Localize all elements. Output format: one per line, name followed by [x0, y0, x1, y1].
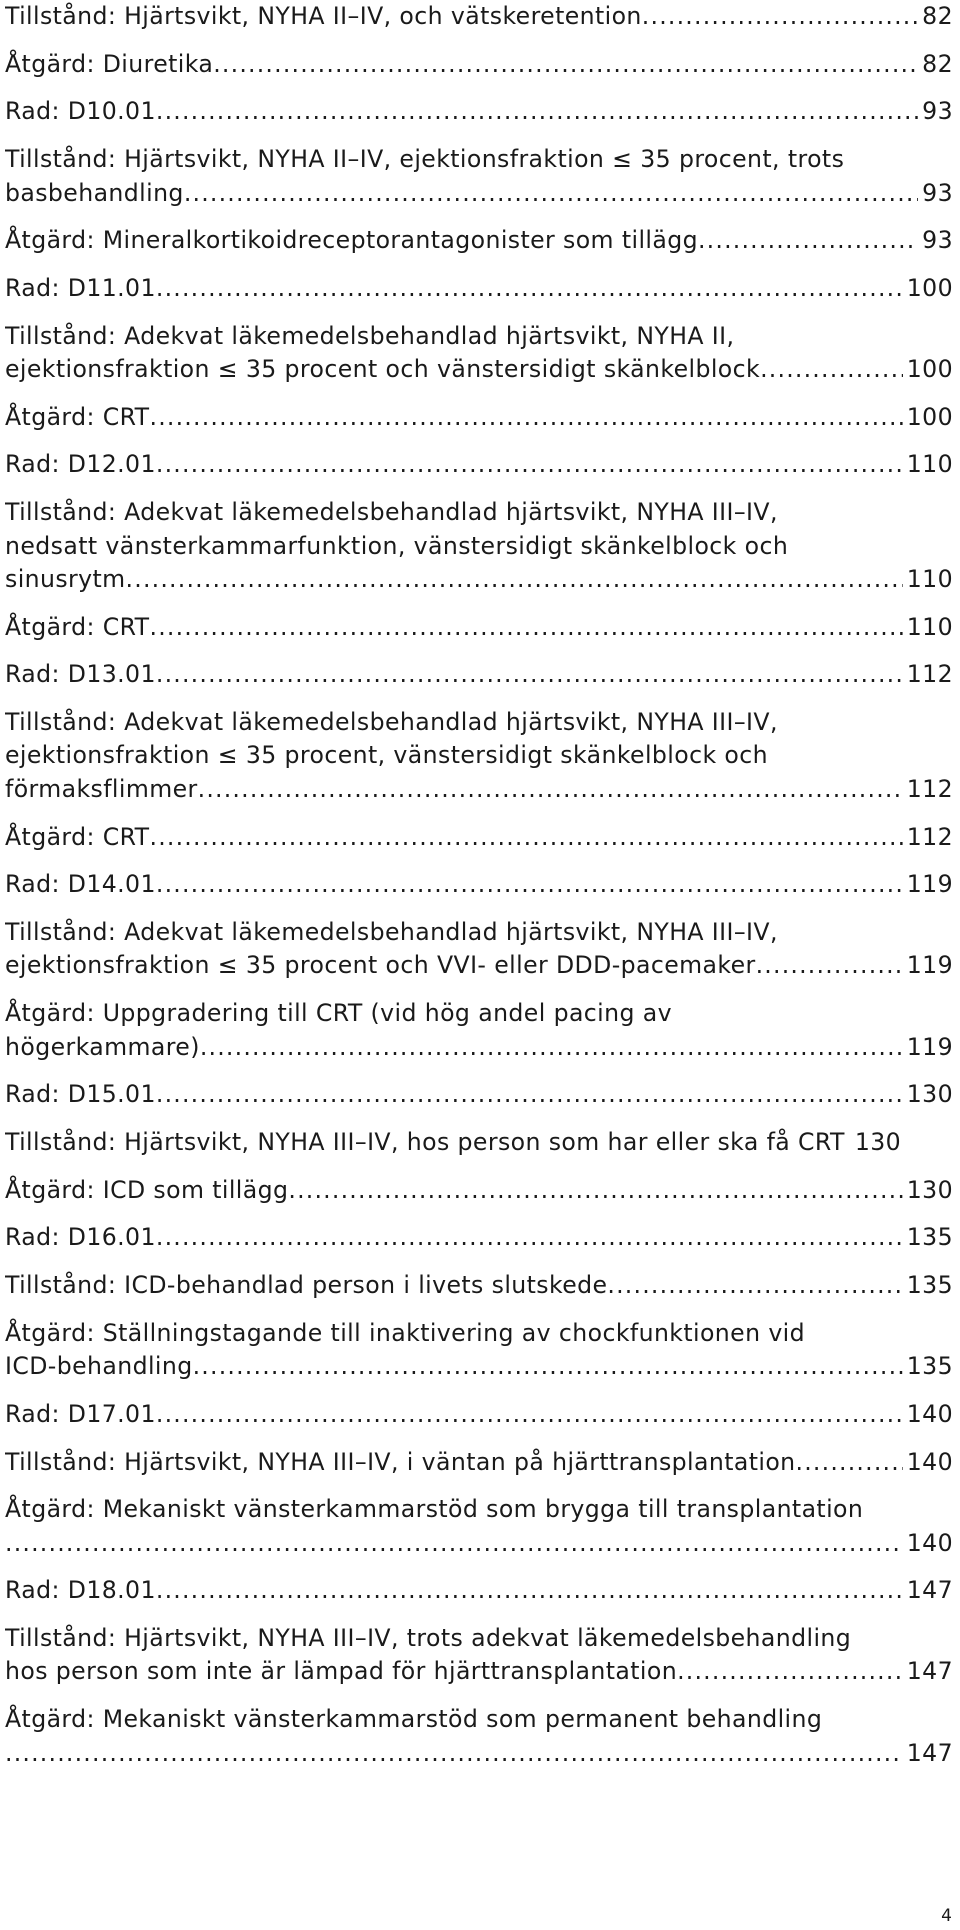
toc-entry-line	[5, 997, 953, 1030]
toc-page-number: 130	[906, 1175, 953, 1204]
toc-entry-text: Åtgärd: Diuretika	[5, 49, 214, 78]
dot-leader	[193, 1350, 903, 1383]
toc-entry-text: Tillstånd: ICD-behandlad person i livets slutskede	[5, 1271, 608, 1300]
toc-entry[interactable]	[5, 1269, 953, 1302]
toc-entry-text: Tillstånd: Adekvat läkemedelsbehandlad hjärtsvikt, NYHA II,	[5, 321, 735, 350]
toc-entry-text: ejektionsfraktion ≤ 35 procent och VVI- eller DDD-pacemaker	[5, 951, 756, 980]
toc-entry-line	[5, 530, 953, 563]
toc-entry-last-line	[5, 177, 953, 210]
toc-entry-last-line	[5, 1398, 953, 1431]
dot-leader	[156, 1574, 903, 1607]
toc-page-number: 110	[906, 564, 953, 593]
toc-entry[interactable]	[5, 1574, 953, 1607]
page-number: 4	[941, 1906, 952, 1926]
toc-entry-text: Tillstånd: Hjärtsvikt, NYHA III–IV, trots adekvat läkemedelsbehandling	[5, 1624, 852, 1653]
toc-entry-text: Åtgärd: Mekaniskt vänsterkammarstöd som permanent behandling	[5, 1705, 823, 1734]
toc-page-number: 100	[906, 402, 953, 431]
toc-entry-last-line	[5, 48, 953, 81]
dot-leader	[150, 821, 903, 854]
dot-leader	[156, 1221, 903, 1254]
dot-leader	[156, 1078, 903, 1111]
dot-leader	[156, 868, 903, 901]
toc-page-number: 140	[906, 1399, 953, 1428]
dot-leader	[156, 1398, 903, 1431]
toc-page-number: 100	[906, 273, 953, 302]
toc-page-number: 130	[906, 1080, 953, 1109]
toc-entry[interactable]	[5, 1174, 953, 1207]
toc-entry-line	[5, 143, 953, 176]
toc-entry-text: Åtgärd: Ställningstagande till inaktivering av chockfunktionen vid	[5, 1318, 806, 1347]
toc-entry-text: Rad: D10.01	[5, 97, 156, 126]
toc-entry-text: Rad: D17.01	[5, 1399, 156, 1428]
dot-leader	[642, 0, 918, 33]
toc-page-number: 110	[906, 450, 953, 479]
dot-leader	[288, 1174, 902, 1207]
toc-entry-line	[5, 1317, 953, 1350]
toc-page-number: 82	[922, 2, 953, 30]
toc-entry-last-line	[5, 1031, 953, 1064]
toc-page-number: 147	[906, 1576, 953, 1605]
toc-entry-text: Tillstånd: Hjärtsvikt, NYHA II–IV, och vätskeretention	[5, 2, 642, 30]
toc-entry-text: Rad: D12.01	[5, 450, 156, 479]
toc-entry-text: Rad: D11.01	[5, 273, 156, 302]
toc-entry-text: Rad: D15.01	[5, 1080, 156, 1109]
toc-entry[interactable]	[5, 706, 953, 806]
toc-page-number: 110	[906, 612, 953, 641]
toc-entry-last-line	[5, 1221, 953, 1254]
toc-entry-text: Tillstånd: Adekvat läkemedelsbehandlad hjärtsvikt, NYHA III–IV,	[5, 917, 778, 946]
toc-entry-last-line	[5, 949, 953, 982]
toc-entry[interactable]	[5, 1622, 953, 1689]
toc-page-number: 119	[906, 870, 953, 899]
toc-entry-last-line	[5, 0, 953, 33]
toc-entry-last-line	[5, 401, 953, 434]
toc-entry[interactable]	[5, 448, 953, 481]
toc-entry-line	[5, 739, 953, 772]
toc-entry-text: basbehandling	[5, 178, 184, 207]
toc-page-number: 135	[906, 1271, 953, 1300]
dot-leader	[213, 48, 918, 81]
toc-entry-text: Åtgärd: CRT	[5, 822, 150, 851]
toc-page-number: 119	[906, 1032, 953, 1061]
toc-entry-text: Åtgärd: CRT	[5, 402, 150, 431]
toc-entry[interactable]	[5, 320, 953, 387]
toc-entry-text: Tillstånd: Hjärtsvikt, NYHA III–IV, i väntan på hjärttransplantation	[5, 1447, 796, 1476]
toc-page-number: 140	[906, 1447, 953, 1476]
dot-leader	[156, 272, 903, 305]
toc-page-number: 93	[922, 97, 953, 126]
dot-leader	[156, 448, 903, 481]
toc-page-number: 112	[906, 822, 953, 851]
dot-leader	[760, 353, 903, 386]
toc-entry-text: Rad: D14.01	[5, 870, 156, 899]
toc-entry[interactable]	[5, 1126, 953, 1159]
toc-entry[interactable]	[5, 1703, 953, 1770]
toc-entry-text: Rad: D13.01	[5, 660, 156, 689]
toc-page-number: 112	[906, 660, 953, 689]
toc-page-number: 147	[906, 1657, 953, 1686]
toc-entry-text: Åtgärd: Mekaniskt vänsterkammarstöd som brygga till transplantation	[5, 1495, 864, 1524]
dot-leader	[607, 1269, 902, 1302]
toc-entry-text: Rad: D16.01	[5, 1223, 156, 1252]
toc-entry[interactable]	[5, 658, 953, 691]
toc-entry[interactable]	[5, 997, 953, 1064]
toc-entry-text: Åtgärd: Uppgradering till CRT (vid hög andel pacing av	[5, 999, 672, 1028]
toc-entry-last-line	[5, 1574, 953, 1607]
toc-entry-text: Tillstånd: Adekvat läkemedelsbehandlad hjärtsvikt, NYHA III–IV,	[5, 498, 778, 527]
toc-entry-text: ejektionsfraktion ≤ 35 procent, vänstersidigt skänkelblock och	[5, 741, 768, 770]
toc-entry-last-line	[5, 821, 953, 854]
toc-entry[interactable]	[5, 95, 953, 128]
toc-entry-line	[5, 496, 953, 529]
dot-leader	[156, 658, 903, 691]
dot-leader	[198, 773, 903, 806]
toc-page-number: 135	[906, 1352, 953, 1381]
toc-entry-last-line	[5, 773, 953, 806]
toc-page-number: 112	[906, 774, 953, 803]
toc-entry-text: Tillstånd: Adekvat läkemedelsbehandlad hjärtsvikt, NYHA III–IV,	[5, 708, 778, 737]
toc-entry[interactable]	[5, 821, 953, 854]
toc-entry-last-line	[5, 1350, 953, 1383]
table-of-contents	[5, 0, 953, 1784]
toc-entry-last-line	[5, 563, 953, 596]
toc-entry[interactable]	[5, 1317, 953, 1384]
toc-entry-last-line	[5, 1527, 953, 1560]
toc-entry-line	[5, 706, 953, 739]
toc-entry-last-line	[5, 95, 953, 128]
toc-page-number: 135	[906, 1223, 953, 1252]
toc-entry[interactable]	[5, 143, 953, 210]
toc-entry[interactable]	[5, 272, 953, 305]
toc-entry-last-line	[5, 1655, 953, 1688]
toc-entry-text: Tillstånd: Hjärtsvikt, NYHA III–IV, hos person som har eller ska få CRT	[5, 1127, 845, 1156]
toc-page-number: 82	[922, 49, 953, 78]
dot-leader	[677, 1655, 903, 1688]
toc-entry-text: Tillstånd: Hjärtsvikt, NYHA II–IV, ejektionsfraktion ≤ 35 procent, trots	[5, 145, 845, 174]
toc-entry[interactable]	[5, 611, 953, 644]
toc-entry[interactable]	[5, 1398, 953, 1431]
toc-entry-last-line	[5, 611, 953, 644]
toc-page-number: 100	[906, 355, 953, 384]
toc-entry[interactable]	[5, 1493, 953, 1560]
toc-entry-text: nedsatt vänsterkammarfunktion, vänstersidigt skänkelblock och	[5, 531, 789, 560]
toc-entry[interactable]	[5, 0, 953, 33]
dot-leader	[5, 1527, 903, 1560]
dot-leader	[126, 563, 903, 596]
dot-leader	[756, 949, 903, 982]
toc-entry-text: Åtgärd: Mineralkortikoidreceptorantagonister som tillägg	[5, 226, 698, 255]
toc-page-number: 147	[906, 1738, 953, 1767]
toc-entry-text: ejektionsfraktion ≤ 35 procent och vänstersidigt skänkelblock	[5, 355, 761, 384]
dot-leader	[150, 611, 903, 644]
toc-entry[interactable]	[5, 1078, 953, 1111]
toc-entry-last-line	[5, 868, 953, 901]
toc-page-number: 93	[922, 178, 953, 207]
dot-leader	[5, 1737, 903, 1770]
dot-leader	[698, 224, 918, 257]
toc-entry-last-line	[5, 1269, 953, 1302]
toc-entry-line	[5, 916, 953, 949]
dot-leader	[796, 1446, 903, 1479]
toc-entry-text: högerkammare)	[5, 1032, 200, 1061]
toc-entry-text: sinusrytm	[5, 564, 126, 593]
toc-entry-text: hos person som inte är lämpad för hjärttransplantation	[5, 1657, 678, 1686]
toc-entry[interactable]	[5, 401, 953, 434]
toc-entry[interactable]	[5, 48, 953, 81]
toc-entry-last-line	[5, 658, 953, 691]
toc-entry[interactable]	[5, 1221, 953, 1254]
toc-entry-text: Åtgärd: CRT	[5, 612, 150, 641]
dot-leader	[184, 177, 918, 210]
toc-page-number: 119	[906, 951, 953, 980]
toc-entry-last-line	[5, 1737, 953, 1770]
dot-leader	[150, 401, 903, 434]
toc-entry-last-line	[5, 1174, 953, 1207]
toc-entry-text: ICD-behandling	[5, 1352, 193, 1381]
toc-entry[interactable]	[5, 1446, 953, 1479]
toc-page-number: 93	[922, 226, 953, 255]
dot-leader	[200, 1031, 903, 1064]
toc-entry-last-line	[5, 1078, 953, 1111]
toc-entry-last-line	[5, 224, 953, 257]
toc-page-number: 130	[854, 1127, 902, 1156]
toc-entry-line	[5, 320, 953, 353]
toc-entry-line	[5, 1703, 953, 1736]
toc-page-number: 140	[906, 1528, 953, 1557]
toc-entry-line	[5, 1622, 953, 1655]
toc-entry-text: Rad: D18.01	[5, 1576, 156, 1605]
toc-entry[interactable]	[5, 916, 953, 983]
toc-entry-text: förmaksflimmer	[5, 774, 198, 803]
toc-entry-last-line	[5, 272, 953, 305]
toc-entry-line	[5, 1493, 953, 1526]
toc-entry-last-line	[5, 1446, 953, 1479]
toc-entry-text: Åtgärd: ICD som tillägg	[5, 1175, 289, 1204]
dot-leader	[156, 95, 918, 128]
toc-entry[interactable]	[5, 224, 953, 257]
toc-entry-last-line	[5, 1126, 953, 1159]
toc-entry-last-line	[5, 448, 953, 481]
toc-entry[interactable]	[5, 496, 953, 596]
toc-entry[interactable]	[5, 868, 953, 901]
toc-entry-last-line	[5, 353, 953, 386]
